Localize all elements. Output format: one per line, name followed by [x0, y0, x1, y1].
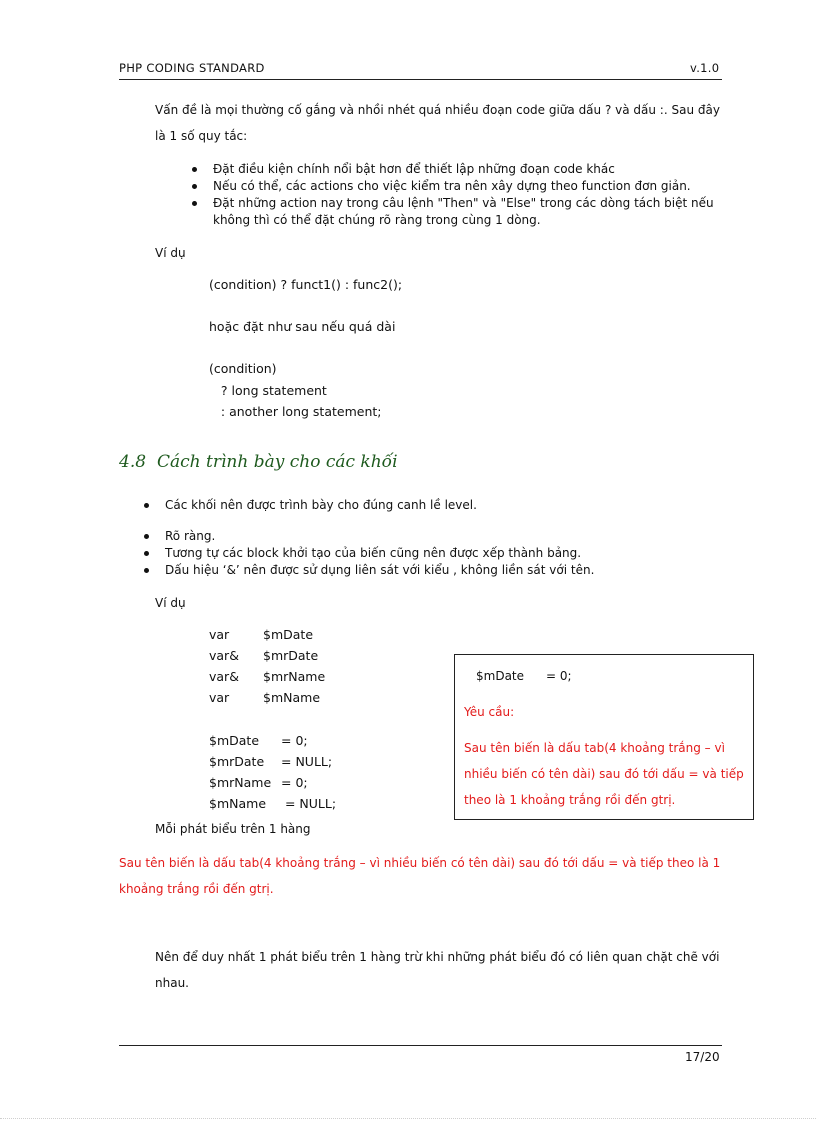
example-after-note: Mỗi phát biểu trên 1 hàng: [155, 822, 311, 836]
requirement-text: Sau tên biến là dấu tab(4 khoảng trắng – vì nhiều biến có tên dài) sau đó tới dấu = và tiếp theo là 1 khoảng trắng rồi đến gtrị.: [464, 741, 744, 807]
block-list: [141, 528, 741, 579]
code-line: ? long statement: [209, 383, 327, 398]
closing-line-2: nhau.: [155, 976, 189, 990]
section-number: 4.8: [119, 452, 147, 472]
code-line: $mrName = 0;: [209, 775, 308, 790]
footer-rule: [119, 1045, 722, 1046]
code-line: var $mName: [209, 690, 321, 705]
code-line: : another long statement;: [209, 404, 382, 419]
list-item: Các khối nên được trình bày cho đúng canh lề level.: [141, 497, 701, 514]
rules-list: [189, 161, 729, 229]
list-item: Dấu hiệu ‘&’ nên được sử dụng liên sát với kiểu , không liền sát với tên.: [141, 562, 741, 579]
requirement-box: [454, 654, 754, 820]
red-note-line-2: khoảng trắng rồi đến gtrị.: [119, 882, 274, 896]
section-heading: [119, 452, 398, 472]
code-line: $mName = NULL;: [209, 796, 337, 811]
box-code-line: $mDate = 0;: [476, 669, 572, 683]
requirement-label: Yêu cầu:: [464, 705, 515, 719]
page-edge: [0, 1118, 816, 1119]
code-line: var $mDate: [209, 627, 314, 642]
document-title: PHP CODING STANDARD: [119, 61, 265, 75]
document-version: v.1.0: [690, 61, 720, 75]
code-line: (condition) ? funct1() : func2();: [209, 277, 403, 292]
code-line: $mrDate = NULL;: [209, 754, 333, 769]
intro-line-2: là 1 số quy tắc:: [155, 129, 248, 143]
section-title: Cách trình bày cho các khối: [157, 452, 398, 472]
list-item: Đặt những action nay trong câu lệnh "Then" và "Else" trong các dòng tách biệt nếu không thì có thể đặt chúng rõ ràng trong cùng 1 dòng.: [189, 195, 729, 229]
example-label: Ví dụ: [155, 246, 186, 260]
page-number: 17/20: [685, 1050, 720, 1064]
code-line: $mDate = 0;: [209, 733, 308, 748]
header-rule: [119, 79, 722, 80]
intro-line-1: Vấn đề là mọi thường cố gắng và nhồi nhét quá nhiều đoạn code giữa dấu ? và dấu :. Sau đây: [155, 103, 720, 117]
declarations: [209, 624, 325, 708]
list-item: Tương tự các block khởi tạo của biến cũng nên được xếp thành bảng.: [141, 545, 741, 562]
assignments: [209, 730, 336, 814]
block-rule-list: [141, 497, 701, 514]
list-item: Rõ ràng.: [141, 528, 741, 545]
code-line: (condition): [209, 361, 277, 376]
red-note-line-1: Sau tên biến là dấu tab(4 khoảng trắng – vì nhiều biến có tên dài) sau đó tới dấu = và tiếp theo là 1: [119, 856, 721, 870]
example-label: Ví dụ: [155, 596, 186, 610]
code-line: var& $mrName: [209, 669, 326, 684]
example-note: hoặc đặt như sau nếu quá dài: [209, 319, 396, 334]
closing-line-1: Nên để duy nhất 1 phát biểu trên 1 hàng trừ khi những phát biểu đó có liên quan chặt chẽ với: [155, 950, 720, 964]
code-line: var& $mrDate: [209, 648, 319, 663]
list-item: Đặt điều kiện chính nổi bật hơn để thiết lập những đoạn code khác: [189, 161, 729, 178]
list-item: Nếu có thể, các actions cho việc kiểm tra nên xây dựng theo function đơn giản.: [189, 178, 729, 195]
